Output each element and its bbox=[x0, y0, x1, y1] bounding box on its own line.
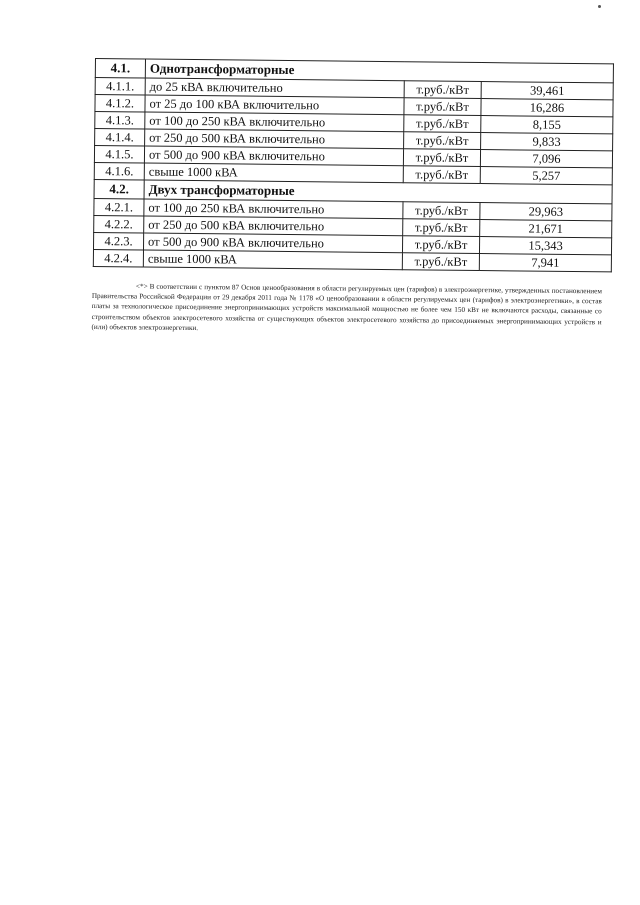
row-value: 8,155 bbox=[481, 116, 613, 134]
row-unit: т.руб./кВт bbox=[404, 98, 481, 116]
section-title: Двух трансформаторные bbox=[144, 180, 612, 204]
row-description: от 250 до 500 кВА включительно bbox=[144, 216, 403, 236]
row-value: 15,343 bbox=[479, 237, 611, 255]
scan-speck bbox=[598, 5, 601, 8]
row-number: 4.1.6. bbox=[94, 162, 144, 180]
row-value: 29,963 bbox=[480, 203, 612, 221]
section-number: 4.1. bbox=[95, 59, 145, 79]
row-unit: т.руб./кВт bbox=[403, 149, 480, 167]
row-unit: т.руб./кВт bbox=[402, 253, 479, 271]
row-value: 9,833 bbox=[481, 133, 613, 151]
row-unit: т.руб./кВт bbox=[403, 202, 480, 220]
row-number: 4.2.3. bbox=[93, 232, 143, 250]
row-description: до 25 кВА включительно bbox=[145, 78, 404, 98]
section-title: Однотрансформаторные bbox=[145, 59, 613, 83]
row-value: 7,096 bbox=[480, 150, 612, 168]
row-description: от 500 до 900 кВА включительно bbox=[144, 146, 403, 166]
row-value: 21,671 bbox=[480, 220, 612, 238]
row-number: 4.2.1. bbox=[94, 198, 144, 216]
row-unit: т.руб./кВт bbox=[403, 219, 480, 237]
tariff-table bbox=[93, 58, 614, 272]
row-unit: т.руб./кВт bbox=[404, 132, 481, 150]
row-value: 5,257 bbox=[480, 167, 612, 185]
row-unit: т.руб./кВт bbox=[404, 81, 481, 99]
row-number: 4.1.2. bbox=[95, 95, 145, 113]
row-value: 39,461 bbox=[481, 82, 613, 100]
row-unit: т.руб./кВт bbox=[403, 166, 480, 184]
row-value: 16,286 bbox=[481, 99, 613, 117]
row-description: от 500 до 900 кВА включительно bbox=[143, 233, 402, 253]
row-description: от 250 до 500 кВА включительно bbox=[145, 129, 404, 149]
row-description: свыше 1000 кВА bbox=[144, 163, 403, 183]
row-description: от 100 до 250 кВА включительно bbox=[145, 112, 404, 132]
row-unit: т.руб./кВт bbox=[402, 236, 479, 254]
row-number: 4.2.4. bbox=[93, 249, 143, 267]
row-number: 4.2.2. bbox=[94, 215, 144, 233]
row-number: 4.1.1. bbox=[95, 78, 145, 96]
row-number: 4.1.4. bbox=[95, 129, 145, 147]
footnote: <*> В соответствии с пунктом 87 Основ ценообразования в области регулируемых цен (тарифов) в электроэнергетике, утвержденных постановлением Правительства Российской Федерации от 29 декабря 2011 года № 1178 «О ценообразовании в области регулируемых цен (тарифов) в электроэнергетики», в состав платы за технологическое присоединение энергопринимающих устройств максимальной мощностью не более чем 150 кВт не включаются расходы, связанные со строительством объектов электросетевого хозяйства от существующих объектов электросетевого хозяйства до присоединяемых энергопринимающих устройств и (или) объектов электроэнергетики. bbox=[91, 282, 602, 333]
row-number: 4.1.3. bbox=[95, 112, 145, 130]
section-number: 4.2. bbox=[94, 179, 144, 199]
row-description: от 25 до 100 кВА включительно bbox=[145, 95, 404, 115]
row-unit: т.руб./кВт bbox=[404, 115, 481, 133]
row-number: 4.1.5. bbox=[94, 146, 144, 164]
row-description: от 100 до 250 кВА включительно bbox=[144, 199, 403, 219]
row-value: 7,941 bbox=[479, 254, 611, 272]
row-description: свыше 1000 кВА bbox=[143, 250, 402, 270]
